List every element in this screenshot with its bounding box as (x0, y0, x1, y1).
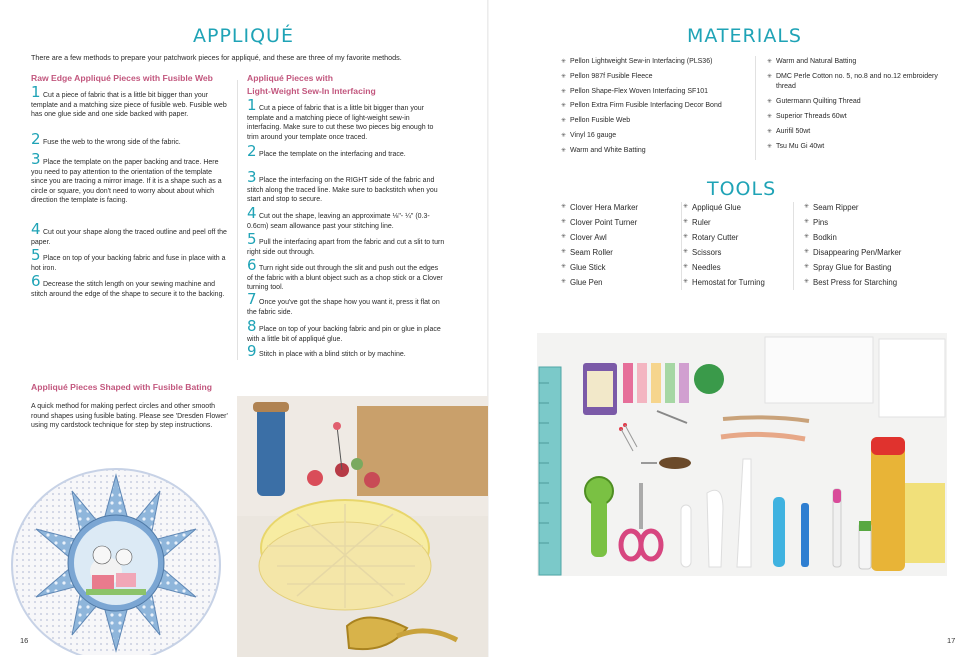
material-item: ✳ Pellon Lightweight Sew-in Interfacing (PLS36) (561, 55, 746, 70)
raw-edge-step (31, 150, 229, 206)
interfacing-step (247, 230, 445, 257)
step-number: 1 (31, 83, 41, 101)
step-text: Turn right side out through the slit and push out the edges of the fabric with a blunt object such as a chop stick or a Clover turning tool. (247, 265, 443, 292)
step-number: 6 (31, 272, 41, 290)
page-title-applique: APPLIQUÉ (193, 25, 294, 47)
step-text: Cut out the shape, leaving an approximate ⅛"- ¼" (0.3-0.6cm) seam allowance past your stitching line. (247, 213, 430, 230)
material-item: ✳ Gutermann Quilting Thread (767, 97, 952, 107)
page-number-left: 16 (20, 636, 29, 645)
material-item: ✳ Superior Threads 60wt (767, 112, 952, 122)
materials-list-col1 (561, 55, 746, 159)
bating-heading: Appliqué Pieces Shaped with Fusible Bating (31, 382, 212, 392)
tools-list-col3 (804, 200, 939, 290)
step-number: 4 (31, 220, 41, 238)
interfacing-heading-line2: Light-Weight Sew-In Interfacing (247, 86, 376, 96)
interfacing-step (247, 96, 445, 142)
step-text: Fuse the web to the wrong side of the fabric. (43, 139, 181, 146)
materials-divider (755, 56, 756, 160)
raw-edge-heading: Raw Edge Appliqué Pieces with Fusible Web (31, 73, 213, 83)
tools-divider-2 (793, 202, 794, 290)
interfacing-step (247, 317, 445, 344)
step-text: Decrease the stitch length on your sewing machine and stitch around the edge of the shape to secure it to the backing. (31, 281, 225, 298)
tool-item: ✳ Spray Glue for Basting (804, 260, 939, 275)
raw-edge-step (31, 220, 229, 247)
raw-edge-step (31, 272, 229, 299)
tool-item: ✳ Glue Pen (561, 275, 681, 290)
tool-item: ✳ Clover Awl (561, 230, 681, 245)
material-item: ✳ Pellon Fusible Web (561, 114, 746, 129)
step-number: 1 (247, 96, 257, 114)
tool-item: ✳ Seam Roller (561, 245, 681, 260)
interfacing-step (247, 256, 445, 293)
step-text: Place the interfacing on the RIGHT side of the fabric and stitch along the traced line. Make sure to backstitch when you start and stop to secure. (247, 177, 438, 204)
raw-edge-step (31, 246, 229, 273)
materials-list-col2 (767, 57, 952, 157)
tools-list-col2 (683, 200, 795, 290)
tool-item: ✳ Best Press for Starching (804, 275, 939, 290)
tool-item: ✳ Scissors (683, 245, 795, 260)
step-number: 7 (247, 290, 257, 308)
step-number: 2 (31, 130, 41, 148)
tool-item: ✳ Ruler (683, 215, 795, 230)
tool-item: ✳ Clover Point Turner (561, 215, 681, 230)
material-item: ✳ Pellon Shape-Flex Woven Interfacing SF101 (561, 85, 746, 100)
tool-item: ✳ Pins (804, 215, 939, 230)
step-number: 9 (247, 342, 257, 360)
material-item: ✳ Pellon 987f Fusible Fleece (561, 70, 746, 85)
step-number: 4 (247, 204, 257, 222)
tool-item: ✳ Appliqué Glue (683, 200, 795, 215)
page-number-right: 17 (947, 636, 956, 645)
pincushion-photo (237, 396, 488, 657)
step-text: Pull the interfacing apart from the fabric and cut a slit to turn right side out through. (247, 239, 445, 256)
step-text: Place the template on the interfacing and trace. (259, 151, 406, 158)
tool-item: ✳ Hemostat for Turning (683, 275, 795, 290)
tools-list-col1 (561, 200, 681, 290)
step-text: Place the template on the paper backing and trace. Here you need to pay attention to the orientation of the template since you are tracing a mirror image. If it is a shape such as a circle or square, you don't need to worry about about which direction the template is facing. (31, 159, 222, 205)
material-item: ✳ Tsu Mu Gi 40wt (767, 142, 952, 152)
material-item: ✳ Warm and White Batting (561, 144, 746, 159)
tool-item: ✳ Clover Hera Marker (561, 200, 681, 215)
interfacing-step (247, 290, 445, 317)
column-divider (237, 80, 238, 360)
raw-edge-step (31, 83, 229, 120)
step-number: 3 (31, 150, 41, 168)
step-text: Once you've got the shape how you want it, press it flat on the fabric side. (247, 299, 440, 316)
step-number: 5 (247, 230, 257, 248)
interfacing-step (247, 168, 445, 205)
bating-text: A quick method for making perfect circles and other smooth round shapes using fusible bating. Please see 'Dresden Flower' using my cardstock technique for step by step instructions. (31, 403, 228, 430)
material-item: ✳ DMC Perle Cotton no. 5, no.8 and no.12 embroidery thread (767, 72, 952, 92)
step-number: 6 (247, 256, 257, 274)
step-number: 2 (247, 142, 257, 160)
material-item: ✳ Warm and Natural Batting (767, 57, 952, 67)
dresden-circle-quilt-image (8, 455, 224, 655)
tool-item: ✳ Seam Ripper (804, 200, 939, 215)
step-number: 3 (247, 168, 257, 186)
step-text: Cut a piece of fabric that is a little bit bigger than your template and a matching piece of light-weight sew-in interfacing. Make sure to cut these two pieces big enough to trim around your template once traced. (247, 105, 434, 141)
tools-flatlay-photo (537, 333, 947, 576)
tool-item: ✳ Rotary Cutter (683, 230, 795, 245)
interfacing-step (247, 204, 445, 231)
step-text: Stitch in place with a blind stitch or by machine. (259, 351, 406, 358)
material-item: ✳ Pellon Extra Firm Fusible Interfacing Decor Bond (561, 99, 746, 114)
step-number: 8 (247, 317, 257, 335)
intro-text: There are a few methods to prepare your patchwork pieces for appliqué, and these are three of my favorite methods. (31, 53, 402, 62)
interfacing-step (247, 342, 445, 360)
material-item: ✳ Vinyl 16 gauge (561, 129, 746, 144)
step-text: Place on top of your backing fabric and pin or glue in place with a little bit of appliqué glue. (247, 326, 441, 343)
tools-divider-1 (681, 202, 682, 290)
step-number: 5 (31, 246, 41, 264)
tool-item: ✳ Disappearing Pen/Marker (804, 245, 939, 260)
material-item: ✳ Aurifil 50wt (767, 127, 952, 137)
step-text: Place on top of your backing fabric and fuse in place with a hot iron. (31, 255, 226, 272)
raw-edge-step (31, 130, 229, 148)
tool-item: ✳ Bodkin (804, 230, 939, 245)
tool-item: ✳ Glue Stick (561, 260, 681, 275)
step-text: Cut a piece of fabric that is a little bit bigger than your template and a matching size piece of fusible web. Fusible web has one glue side and one side backed with paper. (31, 92, 227, 119)
tool-item: ✳ Needles (683, 260, 795, 275)
page-title-tools: TOOLS (707, 178, 777, 200)
interfacing-step (247, 142, 445, 160)
interfacing-heading-line1: Appliqué Pieces with (247, 73, 333, 83)
page-title-materials: MATERIALS (687, 25, 802, 47)
step-text: Cut out your shape along the traced outline and peel off the paper. (31, 229, 227, 246)
